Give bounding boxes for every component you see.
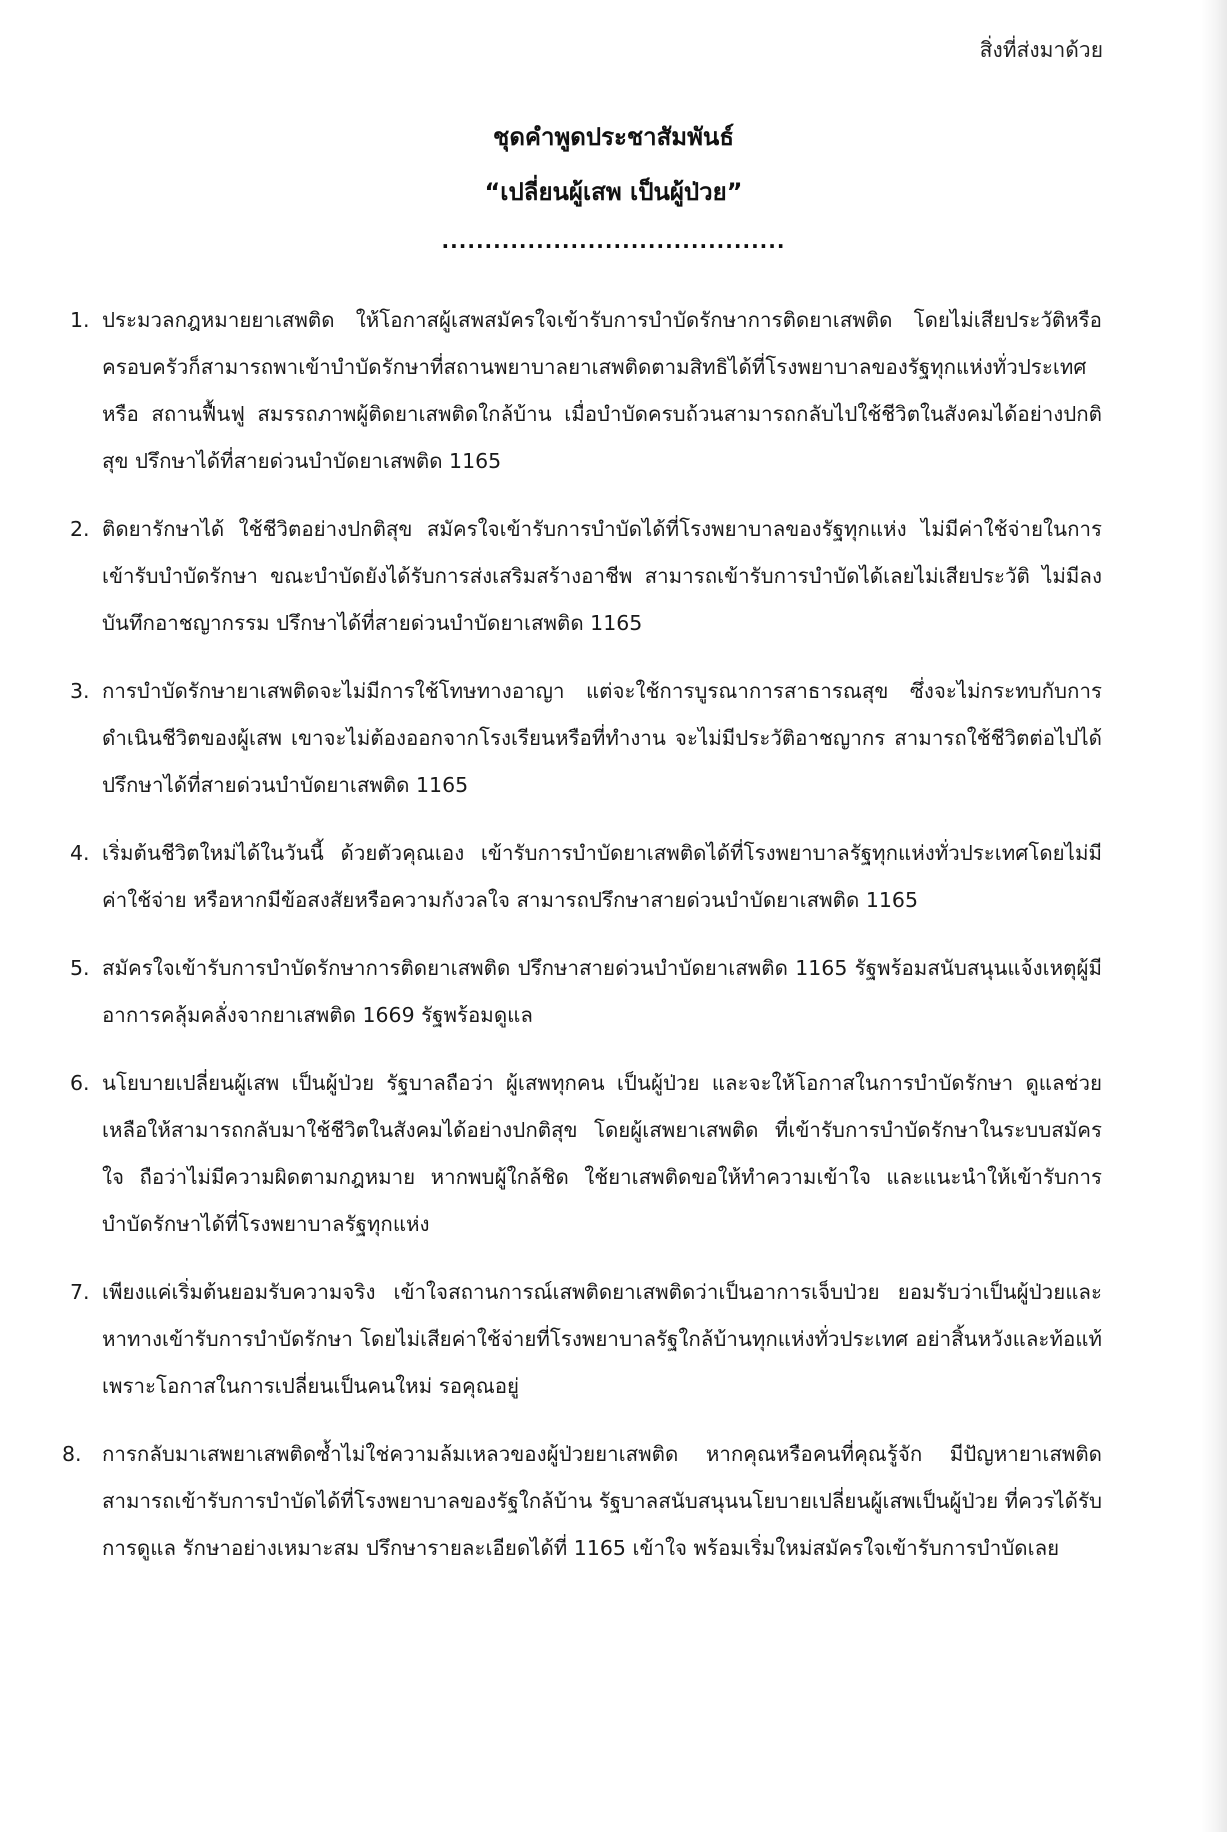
item-text: เพียงแค่เริ่มต้นยอมรับความจริง เข้าใจสถานการณ์เสพติดยาเสพติดว่าเป็นอาการเจ็บป่วย ยอมรับว่าเป็นผู้ป่วยและหาทางเข้ารับการบำบัดรักษา โดยไม่เสียค่าใช้จ่ายที่โรงพยาบาลรัฐใกล้บ้านทุกแห่งทั่วประเทศ อย่าสิ้นหวังและท้อแท้ เพราะโอกาสในการเปลี่ยนเป็นคนใหม่ รอคุณอยู่ bbox=[102, 1280, 1102, 1398]
list-item bbox=[62, 1060, 1102, 1248]
list-item bbox=[62, 668, 1102, 809]
list-item bbox=[62, 1269, 1102, 1410]
attachment-label: สิ่งที่ส่งมาด้วย bbox=[979, 38, 1103, 62]
item-text: เริ่มต้นชีวิตใหม่ได้ในวันนี้ ด้วยตัวคุณเอง เข้ารับการบำบัดยาเสพติดได้ที่โรงพยาบาลรัฐทุกแห่งทั่วประเทศโดยไม่มีค่าใช้จ่าย หรือหากมีข้อสงสัยหรือความกังวลใจ สามารถปรึกษาสายด่วนบำบัดยาเสพติด 1165 bbox=[102, 841, 1102, 912]
document-title: ชุดคำพูดประชาสัมพันธ์ bbox=[493, 123, 734, 151]
list-item bbox=[62, 297, 1102, 485]
list-item bbox=[62, 506, 1102, 647]
item-number: 7. bbox=[70, 1280, 90, 1304]
item-text: การกลับมาเสพยาเสพติดซ้ำไม่ใช่ความล้มเหลวของผู้ป่วยยาเสพติด หากคุณหรือคนที่คุณรู้จัก มีปัญหายาเสพติดสามารถเข้ารับการบำบัดได้ที่โรงพยาบาลของรัฐใกล้บ้าน รัฐบาลสนับสนุนนโยบายเปลี่ยนผู้เสพเป็นผู้ป่วย ที่ควรได้รับการดูแล รักษาอย่างเหมาะสม ปรึกษารายละเอียดได้ที่ 1165 เข้าใจ พร้อมเริ่มใหม่สมัครใจเข้ารับการบำบัดเลย bbox=[102, 1442, 1102, 1560]
item-number: 8. bbox=[62, 1442, 82, 1466]
item-text: การบำบัดรักษายาเสพติดจะไม่มีการใช้โทษทางอาญา แต่จะใช้การบูรณาการสาธารณสุข ซึ่งจะไม่กระทบกับการดำเนินชีวิตของผู้เสพ เขาจะไม่ต้องออกจากโรงเรียนหรือที่ทำงาน จะไม่มีประวัติอาชญากร สามารถใช้ชีวิตต่อไปได้ ปรึกษาได้ที่สายด่วนบำบัดยาเสพติด 1165 bbox=[102, 679, 1102, 797]
list-item bbox=[62, 830, 1102, 924]
item-text: ติดยารักษาได้ ใช้ชีวิตอย่างปกติสุข สมัครใจเข้ารับการบำบัดได้ที่โรงพยาบาลของรัฐทุกแห่ง ไม่มีค่าใช้จ่ายในการเข้ารับบำบัดรักษา ขณะบำบัดยังได้รับการส่งเสริมสร้างอาชีพ สามารถเข้ารับการบำบัดได้เลยไม่เสียประวัติ ไม่มีลงบันทึกอาชญากรรม ปรึกษาได้ที่สายด่วนบำบัดยาเสพติด 1165 bbox=[102, 517, 1102, 635]
item-number: 1. bbox=[70, 308, 90, 332]
item-text: สมัครใจเข้ารับการบำบัดรักษาการติดยาเสพติด ปรึกษาสายด่วนบำบัดยาเสพติด 1165 รัฐพร้อมสนับสนุนแจ้งเหตุผู้มีอาการคลุ้มคลั่งจากยาเสพติด 1669 รัฐพร้อมดูแล bbox=[102, 956, 1102, 1027]
item-text: นโยบายเปลี่ยนผู้เสพ เป็นผู้ป่วย รัฐบาลถือว่า ผู้เสพทุกคน เป็นผู้ป่วย และจะให้โอกาสในการบำบัดรักษา ดูแลช่วยเหลือให้สามารถกลับมาใช้ชีวิตในสังคมได้อย่างปกติสุข โดยผู้เสพยาเสพติด ที่เข้ารับการบำบัดรักษาในระบบสมัครใจ ถือว่าไม่มีความผิดตามกฎหมาย หากพบผู้ใกล้ชิด ใช้ยาเสพติดขอให้ทำความเข้าใจ และแนะนำให้เข้ารับการบำบัดรักษาได้ที่โรงพยาบาลรัฐทุกแห่ง bbox=[102, 1071, 1102, 1236]
page-edge-shadow bbox=[1201, 0, 1227, 1832]
item-number: 3. bbox=[70, 679, 90, 703]
item-number: 5. bbox=[70, 956, 90, 980]
message-list bbox=[62, 297, 1102, 1593]
document-subtitle: “เปลี่ยนผู้เสพ เป็นผู้ป่วย” bbox=[484, 178, 743, 206]
list-item bbox=[62, 945, 1102, 1039]
title-divider: ........................................ bbox=[441, 229, 786, 253]
item-number: 6. bbox=[70, 1071, 90, 1095]
item-number: 4. bbox=[70, 841, 90, 865]
list-item bbox=[62, 1431, 1102, 1572]
item-number: 2. bbox=[70, 517, 90, 541]
item-text: ประมวลกฎหมายยาเสพติด ให้โอกาสผู้เสพสมัครใจเข้ารับการบำบัดรักษาการติดยาเสพติด โดยไม่เสียประวัติหรือครอบครัวก็สามารถพาเข้าบำบัดรักษาที่สถานพยาบาลยาเสพติดตามสิทธิได้ที่โรงพยาบาลของรัฐทุกแห่งทั่วประเทศ หรือ สถานฟื้นฟู สมรรถภาพผู้ติดยาเสพติดใกล้บ้าน เมื่อบำบัดครบถ้วนสามารถกลับไปใช้ชีวิตในสังคมได้อย่างปกติสุข ปรึกษาได้ที่สายด่วนบำบัดยาเสพติด 1165 bbox=[102, 308, 1102, 473]
